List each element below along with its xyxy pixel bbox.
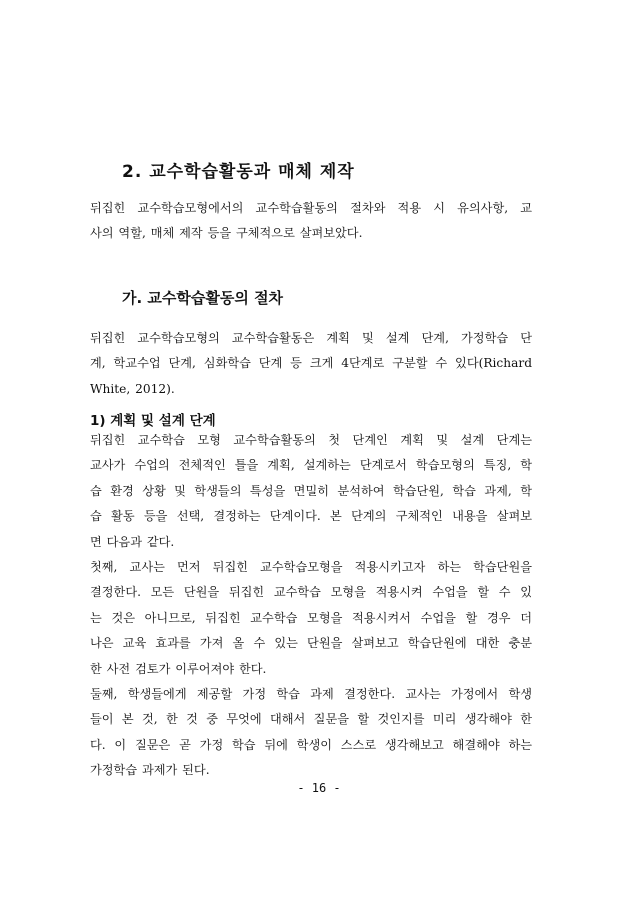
text-line: 면 다음과 같다.	[90, 534, 175, 549]
text-line: 나은 교육 효과를 가져 올 수 있는 단원을 살펴보고 학습단원에 대한 충분	[90, 636, 532, 651]
text-line: 가정학습 과제가 된다.	[90, 763, 210, 778]
page-number: - 16 -	[297, 781, 341, 795]
text-line: 교사가 수업의 전체적인 틀을 계획, 설계하는 단계로서 학습모형의 특징, 학	[90, 458, 532, 473]
text-line: 습 환경 상황 및 학생들의 특성을 면밀히 분석하여 학습단원, 학습 과제, 학	[90, 483, 532, 498]
procedure-paragraph	[90, 326, 532, 402]
text-line: 뒤집힌 교수학습모형에서의 교수학습활동의 절차와 적용 시 유의사항, 교	[90, 201, 532, 215]
subsection-heading: 가. 교수학습활동의 절차	[122, 289, 284, 307]
text-line: 습 활동 등을 선택, 결정하는 단계이다. 본 단계의 구체적인 내용을 살펴보	[90, 509, 532, 524]
text-line: 둘째, 학생들에게 제공할 가정 학습 과제 결정한다. 교사는 가정에서 학생	[90, 687, 532, 702]
text-line: 뒤집힌 교수학습 모형 교수학습활동의 첫 단계인 계획 및 설계 단계는	[90, 433, 532, 447]
text-line: 는 것은 아니므로, 뒤집힌 교수학습 모형을 적용시켜서 수업을 할 경우 더	[90, 610, 532, 625]
section-heading: 2. 교수학습활동과 매체 제작	[122, 162, 355, 182]
text-line: 사의 역할, 매체 제작 등을 구체적으로 살펴보았다.	[90, 226, 363, 241]
step-paragraphs	[90, 428, 532, 784]
text-line: 첫째, 교사는 먼저 뒤집힌 교수학습모형을 적용시키고자 하는 학습단원을	[90, 560, 532, 575]
text-line: 계, 학교수업 단계, 심화학습 단계 등 크게 4단계로 구분할 수 있다(Richard	[90, 356, 532, 371]
text-line: White, 2012).	[90, 381, 175, 396]
text-line: 한 사전 검토가 이루어져야 한다.	[90, 661, 267, 676]
text-line: 들이 본 것, 한 것 중 무엇에 대해서 질문을 할 것인지를 미리 생각해야 한	[90, 712, 532, 727]
intro-paragraph	[90, 196, 532, 247]
text-line: 결정한다. 모든 단원을 뒤집힌 교수학습 모형을 적용시켜 수업을 할 수 있	[90, 585, 532, 600]
text-line: 다. 이 질문은 곧 가정 학습 뒤에 학생이 스스로 생각해보고 해결해야 하는	[90, 737, 532, 752]
text-line: 뒤집힌 교수학습모형의 교수학습활동은 계획 및 설계 단계, 가정학습 단	[90, 331, 532, 345]
step-heading: 1) 계획 및 설계 단계	[90, 413, 216, 429]
